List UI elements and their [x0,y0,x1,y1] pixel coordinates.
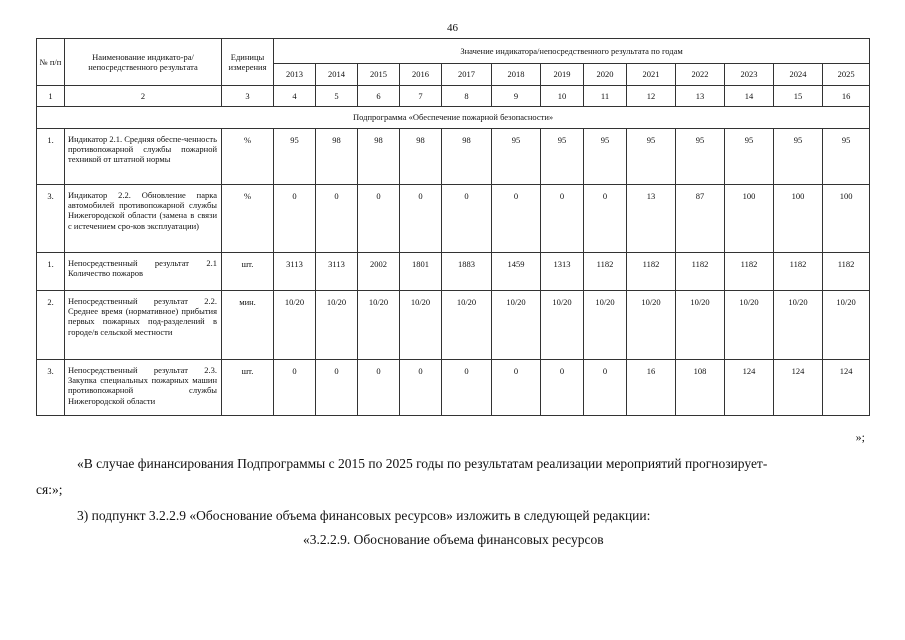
year-header: 2016 [400,64,442,86]
column-number: 8 [442,86,492,107]
row-value: 0 [584,360,627,416]
year-header: 2020 [584,64,627,86]
row-value: 1182 [584,253,627,291]
row-value: 1459 [492,253,541,291]
row-number: 1. [37,129,65,185]
row-value: 0 [400,185,442,253]
row-number: 3. [37,185,65,253]
row-value: 0 [442,185,492,253]
table-row [37,360,870,416]
row-value: 95 [627,129,676,185]
row-value: 16 [627,360,676,416]
row-value: 10/20 [584,291,627,360]
table-row [37,129,870,185]
row-name: Непосредственный результат 2.2. Среднее время (нормативное) прибытия первых пожарных под-разделений в городе/в сельской местности [65,291,222,360]
row-value: 95 [725,129,774,185]
row-value: 1182 [823,253,870,291]
row-value: 124 [774,360,823,416]
row-value: 100 [823,185,870,253]
row-value: 1801 [400,253,442,291]
column-numbers-row [37,86,870,107]
row-value: 10/20 [400,291,442,360]
row-value: 1182 [774,253,823,291]
row-value: 2002 [358,253,400,291]
header-name: Наименование индикато-ра/непосредственного результата [65,39,222,86]
table-row [37,291,870,360]
row-number: 1. [37,253,65,291]
row-value: 10/20 [316,291,358,360]
row-number: 3. [37,360,65,416]
row-value: 10/20 [725,291,774,360]
header-unit: Единицы измерения [222,39,274,86]
row-value: 0 [274,185,316,253]
header-values-by-year: Значение индикатора/непосредственного результата по годам [274,39,870,64]
row-name: Индикатор 2.1. Средняя обеспе-ченность противопожарной службы пожарной техникой от штатной нормы [65,129,222,185]
row-value: 98 [358,129,400,185]
column-number: 16 [823,86,870,107]
row-number: 2. [37,291,65,360]
page-number: 46 [447,22,458,34]
row-value: 10/20 [541,291,584,360]
row-name: Непосредственный результат 2.3. Закупка специальных пожарных машин противопожарной службы Нижегородской области [65,360,222,416]
row-unit: % [222,129,274,185]
row-value: 3113 [316,253,358,291]
row-value: 10/20 [274,291,316,360]
row-name: Индикатор 2.2. Обновление парка автомобилей противопожарной службы Нижегородской области (замена в связи с истечением сро-ков эксплуатации) [65,185,222,253]
row-value: 95 [274,129,316,185]
row-value: 98 [400,129,442,185]
row-value: 0 [541,360,584,416]
section-row [37,107,870,129]
year-header: 2025 [823,64,870,86]
section-title: Подпрограмма «Обеспечение пожарной безопасности» [37,107,870,129]
row-value: 0 [584,185,627,253]
row-value: 0 [442,360,492,416]
year-header: 2024 [774,64,823,86]
row-value: 0 [400,360,442,416]
row-value: 10/20 [774,291,823,360]
row-name: Непосредственный результат 2.1 Количество пожаров [65,253,222,291]
row-value: 95 [541,129,584,185]
year-header: 2014 [316,64,358,86]
row-value: 100 [774,185,823,253]
year-header: 2017 [442,64,492,86]
row-value: 0 [316,360,358,416]
paragraph-4: «3.2.2.9. Обоснование объема финансовых ресурсов [303,532,604,547]
row-value: 0 [492,185,541,253]
row-value: 124 [823,360,870,416]
row-value: 1182 [627,253,676,291]
column-number: 10 [541,86,584,107]
column-number: 9 [492,86,541,107]
table-row [37,253,870,291]
column-number: 12 [627,86,676,107]
row-value: 100 [725,185,774,253]
row-value: 95 [584,129,627,185]
row-unit: шт. [222,253,274,291]
column-number: 1 [37,86,65,107]
row-value: 3113 [274,253,316,291]
row-value: 1182 [725,253,774,291]
table-row [37,185,870,253]
row-unit: % [222,185,274,253]
row-value: 0 [358,360,400,416]
row-value: 1182 [676,253,725,291]
year-header: 2021 [627,64,676,86]
row-value: 95 [774,129,823,185]
header-num: № п/п [37,39,65,86]
column-number: 15 [774,86,823,107]
row-value: 10/20 [442,291,492,360]
column-number: 11 [584,86,627,107]
closing-quote: »; [855,430,865,444]
row-value: 0 [541,185,584,253]
row-value: 124 [725,360,774,416]
row-value: 10/20 [358,291,400,360]
column-number: 14 [725,86,774,107]
row-value: 95 [823,129,870,185]
row-value: 10/20 [676,291,725,360]
row-value: 98 [442,129,492,185]
column-number: 13 [676,86,725,107]
row-value: 87 [676,185,725,253]
paragraph-3: 3) подпункт 3.2.2.9 «Обоснование объема финансовых ресурсов» изложить в следующей редакции: [77,508,651,523]
year-header: 2013 [274,64,316,86]
row-unit: мин. [222,291,274,360]
row-value: 10/20 [627,291,676,360]
row-value: 10/20 [492,291,541,360]
year-header: 2023 [725,64,774,86]
row-value: 98 [316,129,358,185]
year-header: 2018 [492,64,541,86]
row-value: 0 [492,360,541,416]
paragraph-1: «В случае финансирования Подпрограммы с 2015 по 2025 годы по результатам реализации мероприятий прогнозирует- [77,456,768,471]
row-value: 1313 [541,253,584,291]
row-value: 0 [358,185,400,253]
column-number: 6 [358,86,400,107]
indicators-table [36,38,870,416]
row-value: 10/20 [823,291,870,360]
column-number: 7 [400,86,442,107]
column-number: 3 [222,86,274,107]
row-value: 0 [274,360,316,416]
row-value: 1883 [442,253,492,291]
row-value: 95 [676,129,725,185]
row-value: 95 [492,129,541,185]
row-unit: шт. [222,360,274,416]
column-number: 5 [316,86,358,107]
paragraph-2: ся:»; [36,482,63,497]
row-value: 0 [316,185,358,253]
row-value: 13 [627,185,676,253]
row-value: 108 [676,360,725,416]
year-header: 2022 [676,64,725,86]
year-header: 2019 [541,64,584,86]
year-header: 2015 [358,64,400,86]
column-number: 4 [274,86,316,107]
column-number: 2 [65,86,222,107]
